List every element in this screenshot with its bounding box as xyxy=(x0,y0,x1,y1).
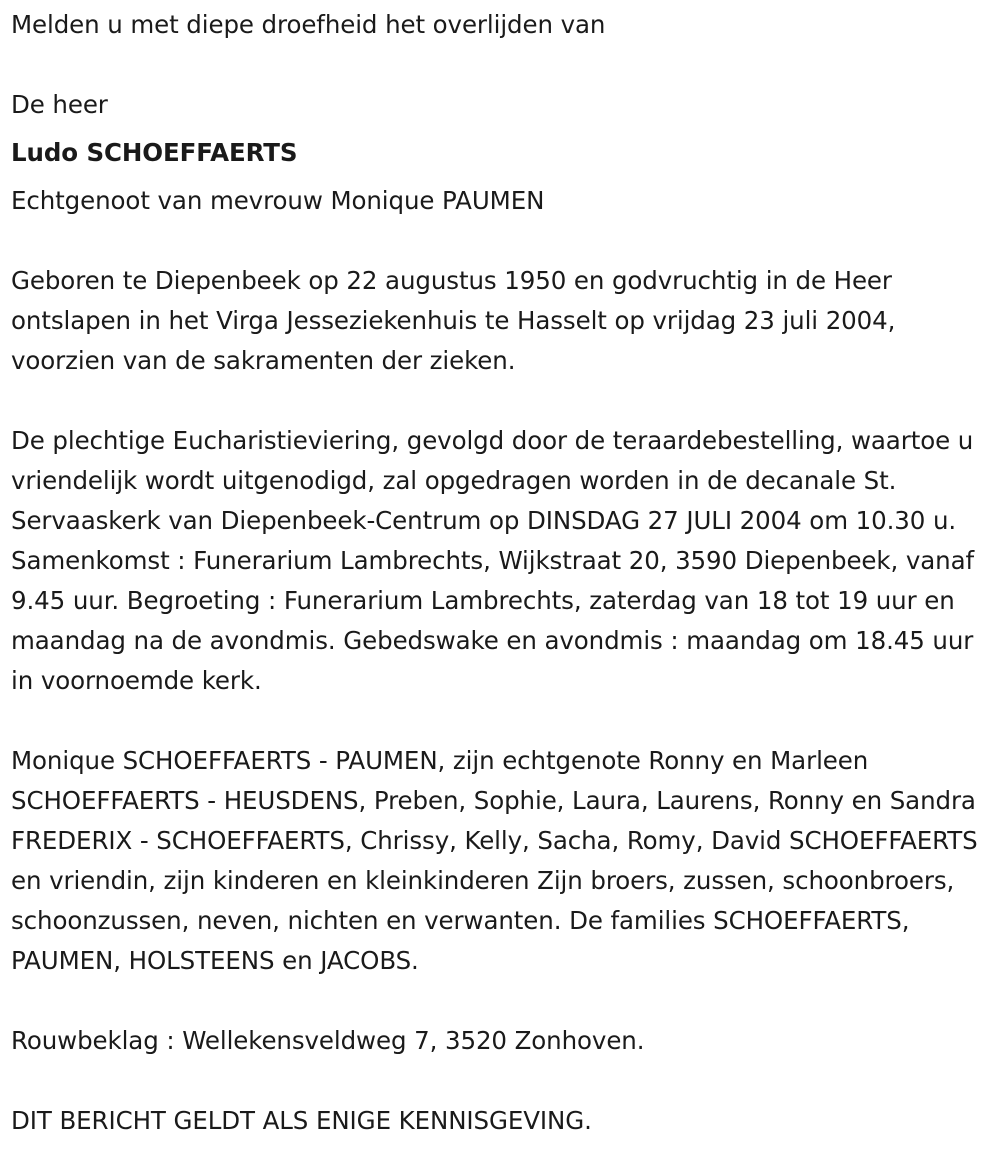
deceased-name: Ludo SCHOEFFAERTS xyxy=(11,138,298,167)
spacer xyxy=(11,221,989,261)
obituary-document xyxy=(11,5,989,1141)
spacer xyxy=(11,381,989,421)
spacer xyxy=(11,125,989,133)
spacer xyxy=(11,1061,989,1101)
spouse-line: Echtgenoot van mevrouw Monique PAUMEN xyxy=(11,186,545,215)
spacer xyxy=(11,45,989,85)
spacer xyxy=(11,173,989,181)
notice-text: DIT BERICHT GELDT ALS ENIGE KENNISGEVING. xyxy=(11,1106,592,1135)
family-paragraph: Monique SCHOEFFAERTS - PAUMEN, zijn echtgenote Ronny en Marleen SCHOEFFAERTS - HEUSDENS, Preben, Sophie, Laura, Laurens, Ronny en Sandra FREDERIX - SCHOEFFAERTS, Chrissy, Kelly, Sacha, Romy, David SCHOEFFAERTS en vriendin, zijn kinderen en kleinkinderen Zijn broers, zussen, schoonbroers, schoonzussen, neven, nichten en verwanten. De families SCHOEFFAERTS, PAUMEN, HOLSTEENS en JACOBS. xyxy=(11,746,978,975)
salutation: De heer xyxy=(11,90,108,119)
ceremony-paragraph: De plechtige Eucharistieviering, gevolgd door de teraardebestelling, waartoe u vriendelijk wordt uitgenodigd, zal opgedragen worden in de decanale St. Servaaskerk van Diepenbeek-Centrum op DINSDAG 27 JULI 2004 om 10.30 u. Samenkomst : Funerarium Lambrechts, Wijkstraat 20, 3590 Diepenbeek, vanaf 9.45 uur. Begroeting : Funerarium Lambrechts, zaterdag van 18 tot 19 uur en maandag na de avondmis. Gebedswake en avondmis : maandag om 18.45 uur in voornoemde kerk. xyxy=(11,426,975,695)
spacer xyxy=(11,981,989,1021)
birth-death-paragraph: Geboren te Diepenbeek op 22 augustus 1950 en godvruchtig in de Heer ontslapen in het Virga Jesseziekenhuis te Hasselt op vrijdag 23 juli 2004, voorzien van de sakramenten der zieken. xyxy=(11,266,896,375)
spacer xyxy=(11,701,989,741)
condolence-address: Rouwbeklag : Wellekensveldweg 7, 3520 Zonhoven. xyxy=(11,1026,645,1055)
intro-text: Melden u met diepe droefheid het overlijden van xyxy=(11,10,606,39)
